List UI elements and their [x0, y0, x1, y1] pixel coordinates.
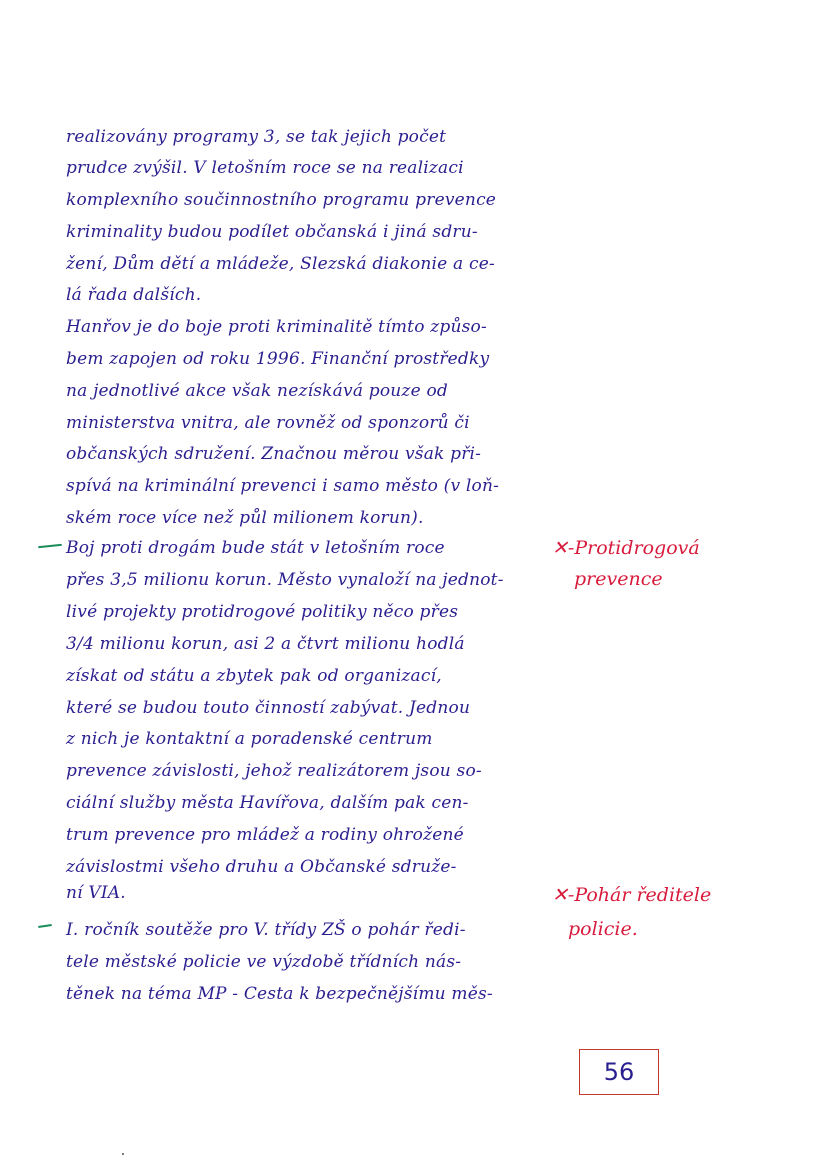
text-line-4: kriminality budou podílet občanská i jiná sdru-: [66, 222, 478, 242]
margin-note-police-cup: ✕-Pohár ředitele: [552, 884, 712, 906]
margin-dash-1: [38, 544, 62, 548]
text-line-13: ském roce více než půl milionem korun).: [66, 508, 424, 528]
margin-note-drug-prevention-cont: prevence: [574, 568, 663, 590]
text-line-7: Hanřov je do boje proti kriminalitě tímto způso-: [66, 317, 487, 337]
text-line-2: prudce zvýšil. V letošním roce se na realizaci: [66, 158, 464, 178]
margin-dash-2: [38, 924, 52, 928]
text-line-21: prevence závislosti, jehož realizátorem jsou so-: [66, 761, 482, 781]
text-line-20: z nich je kontaktní a poradenské centrum: [66, 729, 433, 749]
text-line-24: závislostmi všeho druhu a Občanské sdruže-: [66, 857, 457, 877]
text-line-5: žení, Dům dětí a mládeže, Slezská diakonie a ce-: [66, 254, 495, 274]
margin-note-drug-prevention: ✕-Protidrogová: [552, 537, 700, 559]
text-line-3: komplexního součinnostního programu prevence: [66, 190, 497, 210]
page-number-box: [579, 1049, 659, 1095]
text-line-28: těnek na téma MP - Cesta k bezpečnějšímu měs-: [66, 984, 493, 1004]
text-line-15: přes 3,5 milionu korun. Město vynaloží na jednot-: [66, 570, 504, 590]
text-line-23: trum prevence pro mládež a rodiny ohrožené: [66, 825, 464, 845]
text-line-14: Boj proti drogám bude stát v letošním roce: [66, 538, 445, 558]
text-line-16: livé projekty protidrogové politiky něco přes: [66, 602, 459, 622]
page-number: 56: [603, 1058, 635, 1086]
text-line-27: tele městské policie ve výzdobě třídních nás-: [66, 952, 462, 972]
text-line-19: které se budou touto činností zabývat. Jednou: [66, 698, 471, 718]
text-line-10: ministerstva vnitra, ale rovněž od sponzorů či: [66, 413, 470, 433]
text-line-1: realizovány programy 3, se tak jejich počet: [66, 127, 447, 147]
text-line-17: 3/4 milionu korun, asi 2 a čtvrt milionu hodlá: [66, 634, 465, 654]
text-line-12: spívá na kriminální prevenci i samo město (v loň-: [66, 476, 500, 496]
text-line-11: občanských sdružení. Značnou měrou však při-: [66, 444, 482, 464]
text-line-22: ciální služby města Havířova, dalším pak cen-: [66, 793, 469, 813]
margin-note-police-cup-cont: policie.: [568, 918, 638, 940]
text-line-26: I. ročník soutěže pro V. třídy ZŠ o pohár ředi-: [66, 920, 466, 940]
text-line-18: získat od státu a zbytek pak od organizací,: [66, 666, 442, 686]
text-line-25: ní VIA.: [66, 883, 126, 903]
text-line-8: bem zapojen od roku 1996. Finanční prostředky: [66, 349, 490, 369]
text-line-6: lá řada dalších.: [66, 285, 202, 305]
scan-speck: [122, 1153, 124, 1155]
text-line-9: na jednotlivé akce však nezískává pouze od: [66, 381, 448, 401]
